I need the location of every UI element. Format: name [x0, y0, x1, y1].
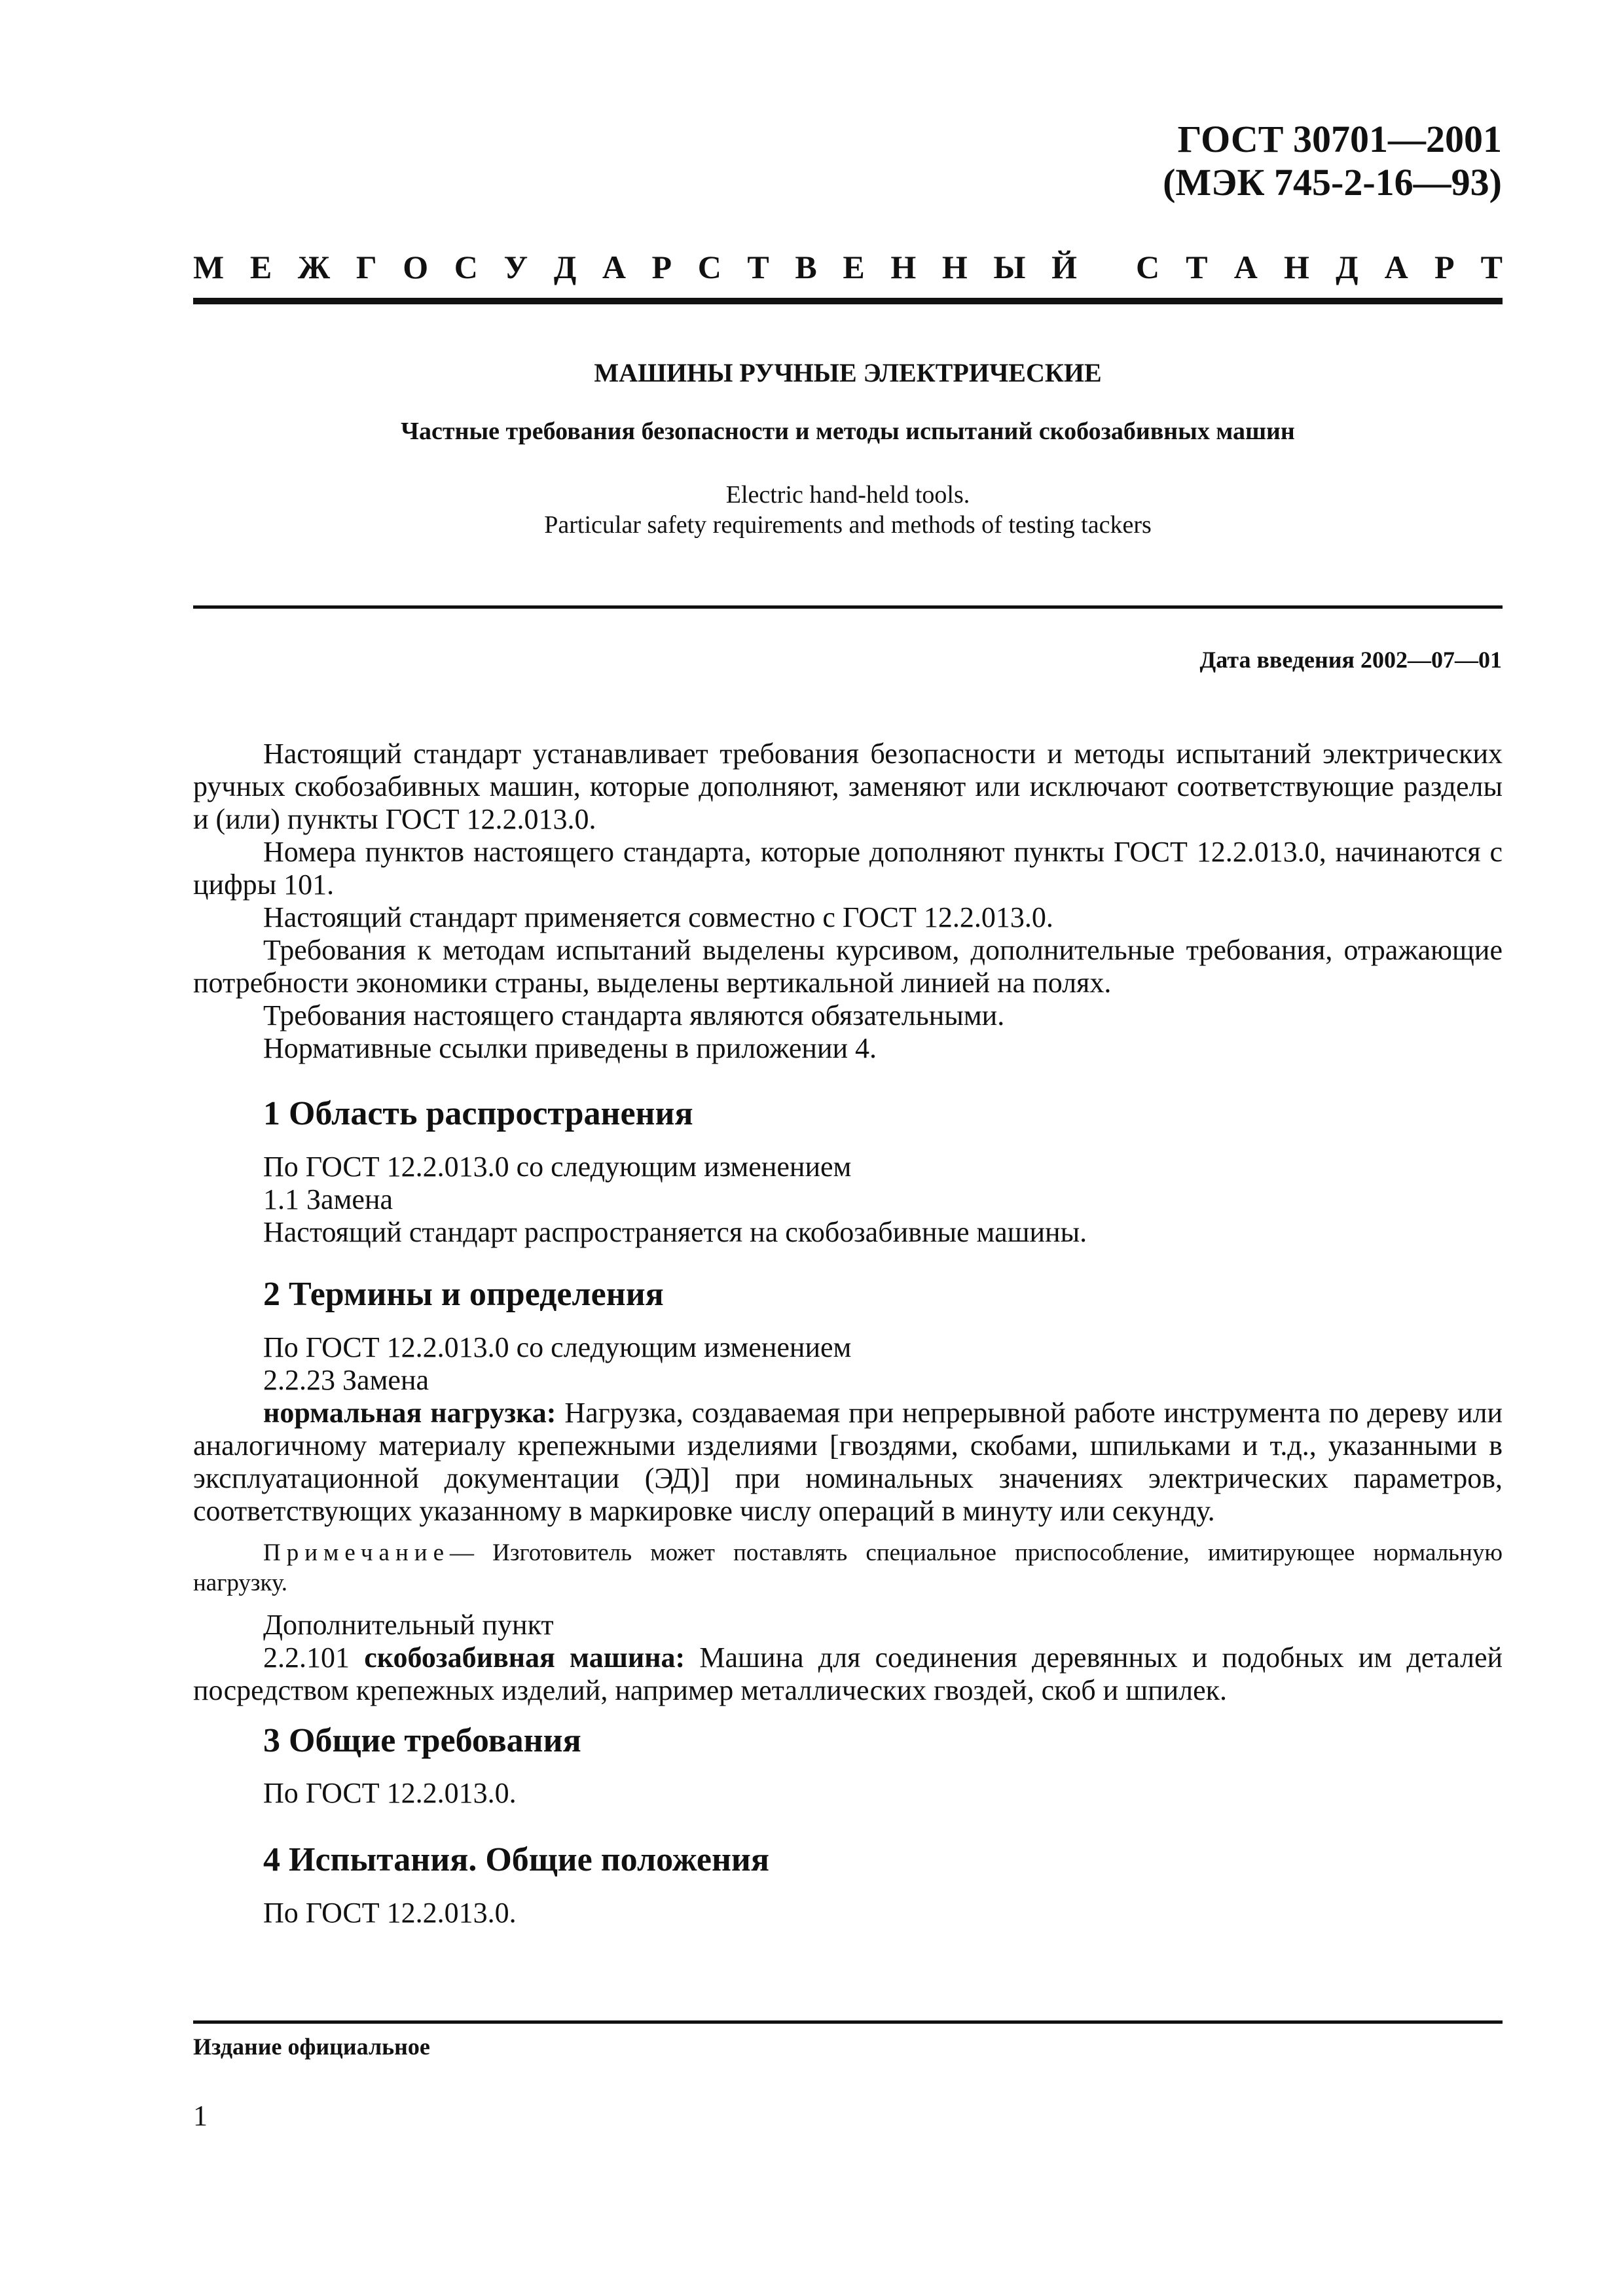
banner-letter: Е	[843, 249, 865, 285]
page-number: 1	[193, 2100, 208, 2132]
preamble-paragraph: Настоящий стандарт применяется совместно с ГОСТ 12.2.013.0.	[263, 901, 1053, 933]
official-edition-label: Издание официальное	[193, 2034, 430, 2060]
banner-letter: Й	[1051, 249, 1077, 285]
section-text: По ГОСТ 12.2.013.0.	[263, 1897, 517, 1929]
banner-letter: О	[403, 249, 429, 285]
note-text: — Изготовитель может поставлять специальное приспособление, имитирующее нормальную нагрузку.	[193, 1539, 1503, 1596]
clause-label: 1.1 Замена	[263, 1183, 393, 1215]
preamble-paragraph: Номера пунктов настоящего стандарта, которые дополняют пункты ГОСТ 12.2.013.0, начинаются с цифры 101.	[193, 836, 1503, 901]
preamble-paragraph: Нормативные ссылки приведены в приложении 4.	[263, 1032, 877, 1064]
banner-letter: Г	[356, 249, 377, 285]
note-label: Примечание	[263, 1539, 450, 1566]
banner-letter: С	[454, 249, 478, 285]
definition-normal-load	[193, 1397, 1503, 1528]
definition-tacker	[193, 1641, 1503, 1707]
banner-letter: Н	[890, 249, 917, 285]
section-4-body	[193, 1897, 1503, 1929]
english-title	[193, 480, 1503, 540]
banner-letter: Д	[1336, 249, 1359, 285]
banner-letter: М	[193, 249, 225, 285]
banner-divider	[193, 298, 1503, 304]
banner-letter: Д	[553, 249, 577, 285]
preamble	[193, 738, 1503, 1065]
section-2-body	[193, 1331, 1503, 1707]
section-text: По ГОСТ 12.2.013.0 со следующим изменением	[263, 1331, 852, 1363]
banner-letter: Т	[747, 249, 769, 285]
footer-divider	[193, 2020, 1503, 2024]
preamble-paragraph: Настоящий стандарт устанавливает требования безопасности и методы испытаний электрических ручных скобозабивных машин, которые дополняют, заменяют или исключают соответствующие разделы и (или) пункты ГОСТ 12.2.013.0.	[193, 738, 1503, 835]
preamble-paragraph: Требования настоящего стандарта являются обязательными.	[263, 999, 1005, 1031]
banner-letter: Т	[1480, 249, 1503, 285]
section-text: По ГОСТ 12.2.013.0.	[263, 1777, 517, 1809]
banner-letter: А	[1233, 249, 1258, 285]
interstate-standard-banner	[193, 247, 1503, 287]
document-title: МАШИНЫ РУЧНЫЕ ЭЛЕКТРИЧЕСКИЕ	[594, 358, 1102, 387]
section-2-heading: 2 Термины и определения	[263, 1276, 664, 1313]
section-text: Настоящий стандарт распространяется на скобозабивные машины.	[263, 1216, 1087, 1248]
banner-letter: У	[503, 249, 528, 285]
banner-letter: Т	[1186, 249, 1208, 285]
banner-letter: Р	[1434, 249, 1455, 285]
banner-letter: А	[602, 249, 626, 285]
section-text: Дополнительный пункт	[263, 1609, 554, 1641]
term-normal-load: нормальная нагрузка:	[263, 1397, 556, 1429]
preamble-paragraph: Требования к методам испытаний выделены курсивом, дополнительные требования, отражающие потребности экономики страны, выделены вертикальной линией на полях.	[193, 934, 1503, 999]
definition-text: Нагрузка, создаваемая при непрерывной работе инструмента по дереву или аналогичному материалу крепежными изделиями [гвоздями, скобами, шпильками и т.д., указанными в эксплуатационной документации (ЭД)] при номинальных значениях электрических параметров, соответствующих указанному в маркировке числу операций в минуту или секунду.	[193, 1397, 1503, 1527]
section-1-heading: 1 Область распространения	[263, 1095, 693, 1132]
banner-letter: Ы	[993, 249, 1026, 285]
section-4-heading: 4 Испытания. Общие положения	[263, 1841, 770, 1878]
english-title-line: Particular safety requirements and methods of testing tackers	[544, 511, 1152, 539]
section-3-body	[193, 1777, 1503, 1810]
clause-label: 2.2.23 Замена	[263, 1364, 429, 1396]
banner-word-standard	[1136, 247, 1503, 287]
section-text: По ГОСТ 12.2.013.0 со следующим изменением	[263, 1151, 852, 1183]
definition-text: Машина для соединения деревянных и подобных им деталей посредством крепежных изделий, например металлических гвоздей, скоб и шпилек.	[193, 1641, 1503, 1706]
banner-letter: Н	[941, 249, 968, 285]
banner-letter: Н	[1284, 249, 1309, 285]
section-1-body	[193, 1151, 1503, 1249]
term-tacker: скобозабивная машина:	[364, 1641, 685, 1674]
clause-number: 2.2.101	[263, 1641, 350, 1674]
title-divider	[193, 605, 1503, 609]
banner-letter: С	[1136, 249, 1160, 285]
gost-number: ГОСТ 30701—2001	[1177, 118, 1502, 160]
iec-number: (МЭК 745-2-16—93)	[1163, 161, 1502, 204]
banner-letter: А	[1384, 249, 1408, 285]
document-subtitle: Частные требования безопасности и методы испытаний скобозабивных машин	[401, 418, 1295, 445]
section-3-heading: 3 Общие требования	[263, 1722, 581, 1759]
introduction-date: Дата введения 2002—07—01	[1199, 647, 1502, 673]
banner-word-interstate	[193, 247, 1077, 287]
banner-letter: Е	[249, 249, 272, 285]
english-title-line: Electric hand-held tools.	[725, 481, 970, 509]
banner-letter: В	[795, 249, 817, 285]
banner-letter: Р	[651, 249, 672, 285]
note	[193, 1538, 1503, 1598]
banner-letter: С	[697, 249, 721, 285]
banner-letter: Ж	[297, 249, 331, 285]
document-number-block	[1163, 118, 1502, 204]
